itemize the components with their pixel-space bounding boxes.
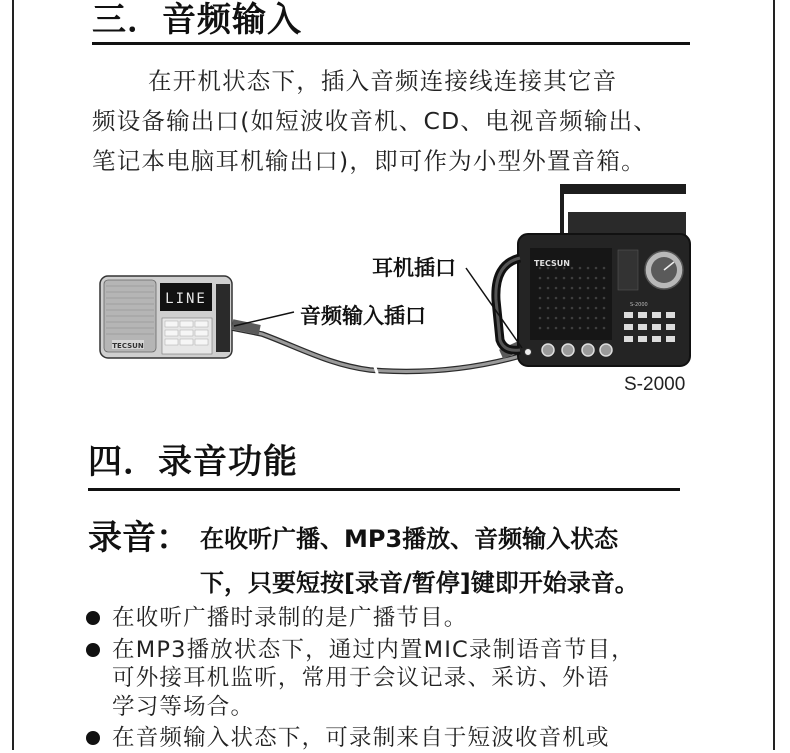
list-item-line: 在MP3播放状态下，通过内置MIC录制语音节目， <box>112 636 635 663</box>
paragraph-line: 频设备输出口(如短波收音机、CD、电视音频输出、 <box>92 107 658 135</box>
radio-model-plate: S-2000 <box>630 302 648 308</box>
list-item-line: 可外接耳机监听，常用于会议记录、采访、外语 <box>112 665 610 691</box>
paragraph-line: 在开机状态下，插入音频连接线连接其它音 <box>148 67 618 95</box>
record-line: 下，只要短按[录音/暂停]键即开始录音。 <box>200 569 639 597</box>
small-device-brand: TECSUN <box>112 342 144 350</box>
bullet-list <box>86 604 635 753</box>
radio-model-label: S-2000 <box>624 374 686 395</box>
shortwave-radio-image <box>496 184 690 366</box>
small-device-image <box>100 276 232 358</box>
radio-brand-text: TECSUN <box>534 259 570 268</box>
record-description <box>200 517 639 605</box>
record-line: 在收听广播、MP3播放、音频输入状态 <box>200 525 619 553</box>
list-item <box>86 724 635 753</box>
list-item <box>86 604 635 633</box>
audio-input-jack-pointer <box>234 312 294 326</box>
section4-rule <box>88 488 680 491</box>
list-item <box>86 636 635 722</box>
bullet-dot-icon <box>86 643 100 657</box>
audio-input-jack-label: 音频输入插口 <box>300 304 426 328</box>
earphone-jack-label: 耳机插口 <box>372 256 456 280</box>
paragraph-line: 笔记本电脑耳机输出口)，即可作为小型外置音箱。 <box>92 147 646 175</box>
list-item-line: 在音频输入状态下，可录制来自于短波收音机或 <box>112 725 610 751</box>
bullet-dot-icon <box>86 731 100 745</box>
bullet-dot-icon <box>86 611 100 625</box>
lcd-display-text: LINE <box>165 291 207 307</box>
list-item-line: 学习等场合。 <box>112 693 255 720</box>
section3-heading: 三．音频输入 <box>92 0 302 40</box>
section4-heading: 四．录音功能 <box>88 442 298 482</box>
list-item-line: 在收听广播时录制的是广播节目。 <box>112 605 468 631</box>
record-title: 录音： <box>88 518 190 558</box>
